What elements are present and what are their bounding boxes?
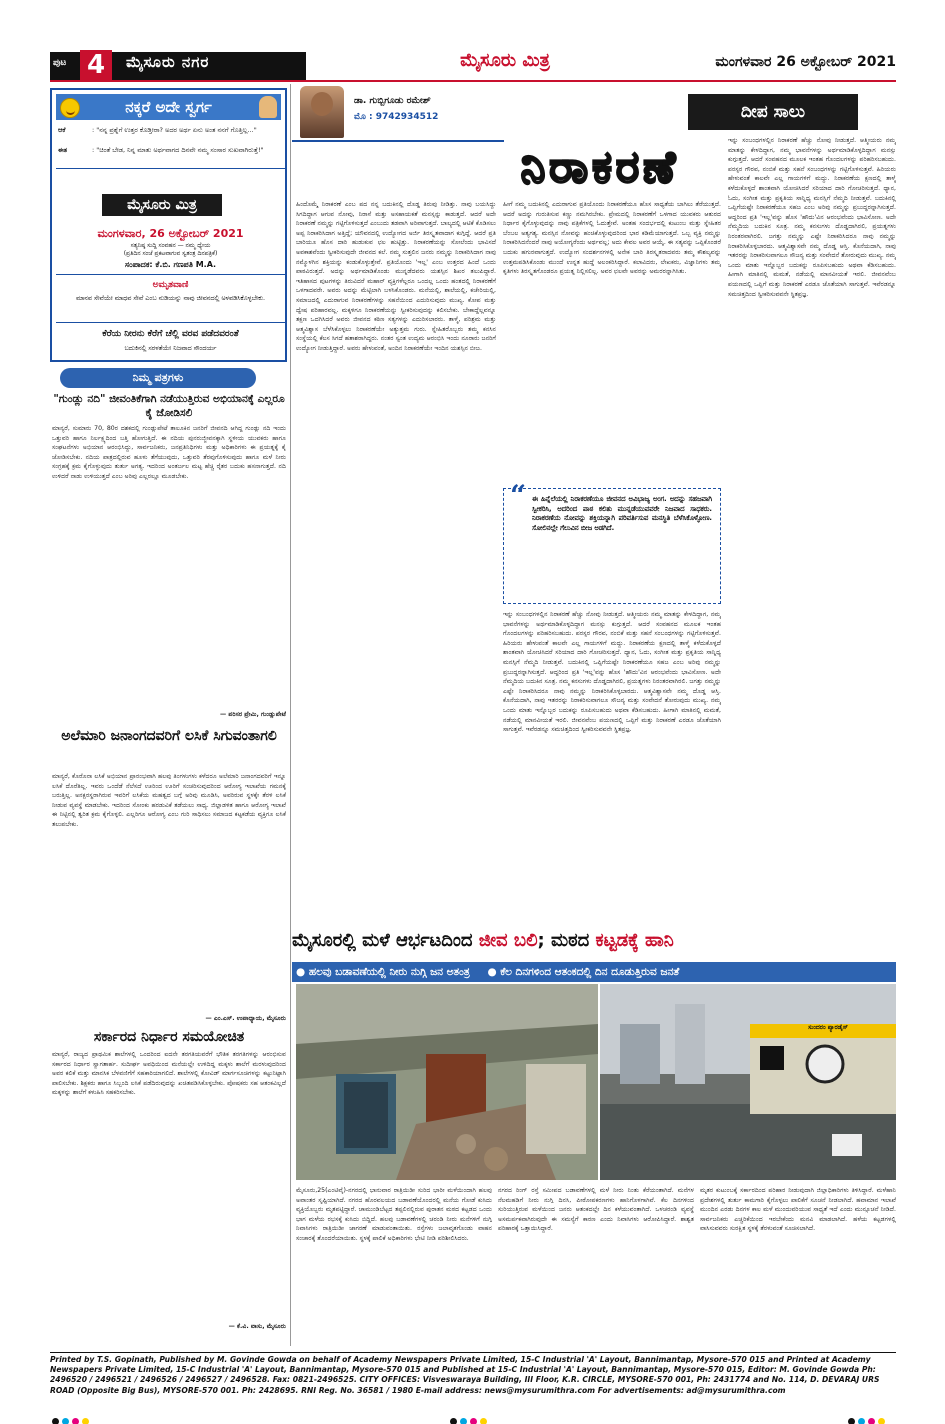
letter-3-body: ಮಾನ್ಯರೆ, ರಾಜ್ಯದ ಪ್ರಾಥಮಿಕ ಶಾಲೆಗಳಲ್ಲಿ ಒಂದರಿಂದ ಐದನೇ ತರಗತಿಯವರೆಗೆ ಭೌತಿಕ ತರಗತಿಗಳನ್ನು ಆರಂಭಿಸುವ ಸರ್ಕಾರದ ನಿರ್ಧಾರ ಸ್ವಾಗತಾರ್ಹ. ಸುದೀರ್ಘ ಅವಧಿಯಿಂದ ಮನೆಯಲ್ಲೇ ಉಳಿದಿದ್ದ ಮಕ್ಕಳು ಶಾಲೆಗೆ ಮರಳುವುದರಿಂದ ಅವರ ಕಲಿಕೆ ಮತ್ತು ಮಾನಸಿಕ ಬೆಳವಣಿಗೆಗೆ ಸಹಕಾರಿಯಾಗಲಿದೆ. ಶಾಲೆಗಳಲ್ಲಿ ಕೋವಿಡ್ ಮಾರ್ಗಸೂಚಿಗಳನ್ನು ಕಟ್ಟುನಿಟ್ಟಾಗಿ ಪಾಲಿಸಬೇಕು. ಶಿಕ್ಷಕರು ಹಾಗೂ ಸಿಬ್ಬಂದಿ ಲಸಿಕೆ ಪಡೆದಿರುವುದನ್ನು ಖಚಿತಪಡಿಸಿಕೊಳ್ಳಬೇಕು. ಪೋಷಕರು ಸಹ ಆತಂಕವಿಲ್ಲದೆ ಮಕ್ಕಳನ್ನು ಶಾಲೆಗೆ ಕಳುಹಿಸಿ ಸಹಕರಿಸಬೇಕು. [52,1051,286,1097]
column-rule [290,84,291,1346]
nakkare-title-bar [56,94,281,120]
letter-1-title: "ಗುಂಡ್ಲು ನದಿ" ಜೀವಂತಿಕೆಗಾಗಿ ನಡೆಯುತ್ತಿರುವ ಅಭಿಯಾನಕ್ಕೆ ಎಲ್ಲರೂ ಕೈ ಜೋಡಿಸಲಿ [53,393,285,419]
letter-2-signature: — ಎಂ.ಎಸ್. ಉಪಾಧ್ಯಾಯ, ಮೈಸೂರು [205,1015,286,1022]
black-dot-icon [450,1418,457,1424]
joke-line-1 [58,126,65,135]
divider [56,322,285,323]
divider [56,274,285,275]
article-column-2: ಹೀಗೆ ನಮ್ಮ ಬದುಕಿನಲ್ಲಿ ಎದುರಾಗುವ ಪ್ರತಿಯೊಂದು ನಿರಾಕರಣೆಯೂ ಹೊಸ ಸಾಧ್ಯತೆಯ ಬಾಗಿಲು ತೆರೆಯುತ್ತದೆ. ಆದರೆ ಅದನ್ನು ಗುರುತಿಸುವ ಕಣ್ಣು ನಮಗಿರಬೇಕು. ಪ್ರೇಮದಲ್ಲಿ ನಿರಾಕರಣೆಗೆ ಒಳಗಾದ ಯುವಕರು ಆತುರದ ನಿರ್ಧಾರ ಕೈಗೊಳ್ಳುವುದನ್ನು ನಾವು ಪತ್ರಿಕೆಗಳಲ್ಲಿ ಓದುತ್ತೇವೆ. ಅಂತಹ ಸಂದರ್ಭದಲ್ಲಿ ಕುಟುಂಬ ಮತ್ತು ಸ್ನೇಹಿತರ ಬೆಂಬಲ ಅತ್ಯಗತ್ಯ. ಮನಸ್ಸಿನ ನೋವನ್ನು ಹಂಚಿಕೊಳ್ಳುವುದರಿಂದ ಭಾರ ಕಡಿಮೆಯಾಗುತ್ತದೆ. ಒಬ್ಬ ವ್ಯಕ್ತಿ ನಮ್ಮನ್ನು ನಿರಾಕರಿಸಿದನೆಂದರೆ ನಾವು ಅಯೋಗ್ಯರೆಂದು ಅರ್ಥವಲ್ಲ; ಅದು ಕೇವಲ ಅವರ ಆಯ್ಕೆ. ಈ ಸತ್ಯವನ್ನು ಒಪ್ಪಿಕೊಂಡರೆ ಬದುಕು ಹಗುರವಾಗುತ್ತದೆ. ಉದ್ಯೋಗ ಸಂದರ್ಶನಗಳಲ್ಲಿ ಅನೇಕ ಬಾರಿ ತಿರಸ್ಕೃತರಾದವರು ತಮ್ಮ ಕೌಶಲ್ಯವನ್ನು ಉತ್ತಮಪಡಿಸಿಕೊಂಡು ಮುಂದೆ ಉನ್ನತ ಹುದ್ದೆ ಅಲಂಕರಿಸಿದ್ದಾರೆ. ಕಲಾವಿದರು, ಲೇಖಕರು, ವಿಜ್ಞಾನಿಗಳು ತಮ್ಮ ಕೃತಿಗಳು ತಿರಸ್ಕೃತಗೊಂಡರೂ ಪ್ರಯತ್ನ ನಿಲ್ಲಿಸಲಿಲ್ಲ. ಅವರ ಛಲವೇ ಅವರನ್ನು ಅಮರರನ್ನಾಗಿಸಿತು. [503,201,721,276]
nakkare-box [50,88,287,362]
editor-name: ಸಂಪಾದಕ: ಕೆ.ಬಿ. ಗಣಪತಿ M.A. [124,260,217,269]
cyan-dot-icon [460,1418,467,1424]
news-subheads [292,962,896,982]
author-photo [300,86,344,138]
page-header [50,48,896,82]
article-column-2b: ಇನ್ನು ಸಂಬಂಧಗಳಲ್ಲಿನ ನಿರಾಕರಣೆ ಹೆಚ್ಚು ನೋವು ನೀಡುತ್ತದೆ. ಆತ್ಮೀಯರು ನಮ್ಮ ಮಾತನ್ನು ಕೇಳದಿದ್ದಾಗ, ನಮ್ಮ ಭಾವನೆಗಳನ್ನು ಅರ್ಥಮಾಡಿಕೊಳ್ಳದಿದ್ದಾಗ ಮನಸ್ಸು ಕುಗ್ಗುತ್ತದೆ. ಆದರೆ ಸಂವಹನದ ಮೂಲಕ ಇಂತಹ ಗೊಂದಲಗಳನ್ನು ಪರಿಹರಿಸಬಹುದು. ಪರಸ್ಪರ ಗೌರವ, ನಂಬಿಕೆ ಮತ್ತು ಸಹನೆ ಸಂಬಂಧಗಳನ್ನು ಗಟ್ಟಿಗೊಳಿಸುತ್ತವೆ. ಹಿರಿಯರು ಹೇಳುವಂತೆ ಕಾಲವೇ ಎಲ್ಲ ಗಾಯಗಳಿಗೆ ಮದ್ದು. ನಿರಾಕರಣೆಯ ಕ್ಷಣದಲ್ಲಿ ತಾಳ್ಮೆ ಕಳೆದುಕೊಳ್ಳದೆ ಶಾಂತವಾಗಿ ಯೋಚಿಸಿದರೆ ಸರಿಯಾದ ದಾರಿ ಗೋಚರಿಸುತ್ತದೆ. ಧ್ಯಾನ, ಓದು, ಸಂಗೀತ ಮತ್ತು ಪ್ರಕೃತಿಯ ಸಾನ್ನಿಧ್ಯ ಮನಸ್ಸಿಗೆ ನೆಮ್ಮದಿ ನೀಡುತ್ತವೆ. ಬದುಕಿನಲ್ಲಿ ಒಪ್ಪಿಗೆಯಷ್ಟೇ ನಿರಾಕರಣೆಯೂ ಸಹಜ ಎಂಬ ಅರಿವು ನಮ್ಮನ್ನು ಪ್ರಬುದ್ಧರನ್ನಾಗಿಸುತ್ತದೆ. ಆದ್ದರಿಂದ ಪ್ರತಿ 'ಇಲ್ಲ'ವನ್ನು ಹೊಸ 'ಹೌದು'ವಿನ ಆರಂಭವೆಂದು ಭಾವಿಸೋಣ. ಅದೇ ನೆಮ್ಮದಿಯ ಬದುಕಿನ ಸೂತ್ರ. ನಮ್ಮ ಕನಸುಗಳು ದೊಡ್ಡದಾಗಿರಲಿ, ಪ್ರಯತ್ನಗಳು ನಿರಂತರವಾಗಿರಲಿ. ಜಗತ್ತು ನಮ್ಮನ್ನು ಎಷ್ಟೇ ನಿರಾಕರಿಸಿದರೂ ನಾವು ನಮ್ಮನ್ನು ನಿರಾಕರಿಸಿಕೊಳ್ಳಬಾರದು. ಆತ್ಮವಿಶ್ವಾಸವೇ ನಮ್ಮ ದೊಡ್ಡ ಆಸ್ತಿ. ಕೊನೆಯದಾಗಿ, ನಾವು ಇತರರನ್ನು ನಿರಾಕರಿಸುವಾಗಲೂ ಸೌಜನ್ಯ ಮತ್ತು ಸಂವೇದನೆ ತೋರುವುದು ಮುಖ್ಯ. ನಮ್ಮ ಒಂದು ಮಾತು ಇನ್ನೊಬ್ಬರ ಬದುಕನ್ನು ರೂಪಿಸಬಹುದು ಅಥವಾ ಕೆಡಿಸಬಹುದು. ಹೀಗಾಗಿ ಮಾತಿನಲ್ಲಿ ಮಮತೆ, ನಡೆಯಲ್ಲಿ ಮಾನವೀಯತೆ ಇರಲಿ. ಜೀವನವೆಂಬ ಪಯಣದಲ್ಲಿ ಒಪ್ಪಿಗೆ ಮತ್ತು ನಿರಾಕರಣೆ ಎರಡೂ ಜೊತೆಯಾಗಿ ಸಾಗುತ್ತವೆ. ಇವೆರಡನ್ನೂ ಸಮಚಿತ್ತದಿಂದ ಸ್ವೀಕರಿಸುವವನೇ ಸ್ಥಿತಪ್ರಜ್ಞ. [503,611,721,734]
header-date: ಮಂಗಳವಾರ 26 ಅಕ್ಟೋಬರ್ 2021 [715,54,896,70]
headline-highlight-1: ಜೀವ ಬಲಿ [478,930,538,951]
amrutavani-title: ಅಮೃತವಾಣಿ [152,280,189,290]
amrutavani-text: ಮಾನವ ಸೇವೆಯೇ ಮಾಧವ ಸೇವೆ ಎಂಬ ನುಡಿಯನ್ನು ನಾವು ಜೀವನದಲ್ಲಿ ಅಳವಡಿಸಿಕೊಳ್ಳಬೇಕು. [75,294,266,302]
tagline: ಸತ್ಯನಿಷ್ಠ ಸುದ್ದಿ ಸಂವಹನ — ನಮ್ಮ ಧ್ಯೇಯ [130,242,211,249]
print-registration-dots-left [52,1410,92,1418]
joke-text-1: : "ನನ್ನ ಪ್ರಶ್ನೆಗೆ ಉತ್ತರ ಕೊಡ್ತೀರಾ? ಅದರ ಅರ್ಥ ಏನು ಅಂತ ನನಗೆ ಗೊತ್ತಿಲ್ಲ..." [92,126,257,134]
magenta-dot-icon [868,1418,875,1424]
laughing-face-icon [60,98,80,118]
proverb-text: ಬದುಕಿನಲ್ಲಿ ಸರಳತೆಯೇ ನಿಜವಾದ ಸೌಂದರ್ಯ [124,344,217,352]
store-sign: ಸುಂದರಂ ಪ್ಯಾರಡೈಸ್ [808,1024,848,1031]
letter-3-signature: — ಕೆ.ವಿ. ವಾಸು, ಮೈಸೂರು [228,1323,286,1330]
paper-logo: ಮೈಸೂರು ಮಿತ್ರ [102,194,222,216]
author-name: ಡಾ. ಗುಬ್ಬಿಗೂಡು ರಮೇಶ್ [354,96,431,106]
news-column-3: ಮೃತರ ಕುಟುಂಬಕ್ಕೆ ಸರ್ಕಾರದಿಂದ ಪರಿಹಾರ ನೀಡುವುದಾಗಿ ಜಿಲ್ಲಾಧಿಕಾರಿಗಳು ತಿಳಿಸಿದ್ದಾರೆ. ಮಳೆಹಾನಿ ಪ್ರದೇಶಗಳಲ್ಲಿ ತುರ್ತು ಕಾಮಗಾರಿ ಕೈಗೊಳ್ಳಲು ಪಾಲಿಕೆಗೆ ಸೂಚನೆ ನೀಡಲಾಗಿದೆ. ಹವಾಮಾನ ಇಲಾಖೆ ಮುಂದಿನ ಎರಡು ದಿನಗಳ ಕಾಲ ಮಳೆ ಮುಂದುವರಿಯುವ ಸಾಧ್ಯತೆ ಇದೆ ಎಂದು ಮುನ್ಸೂಚನೆ ನೀಡಿದೆ. ಸಾರ್ವಜನಿಕರು ಎಚ್ಚರಿಕೆಯಿಂದ ಇರಬೇಕೆಂದು ಮನವಿ ಮಾಡಲಾಗಿದೆ. ಹಳೆಯ ಕಟ್ಟಡಗಳಲ್ಲಿ ವಾಸಿಸುವವರು ಸುರಕ್ಷಿತ ಸ್ಥಳಕ್ಕೆ ತೆರಳುವಂತೆ ಸೂಚಿಸಲಾಗಿದೆ. [700,1187,896,1233]
cyan-dot-icon [62,1418,69,1424]
city-name: ಮೈಸೂರು ನಗರ [126,53,210,71]
author-box [292,82,504,142]
pull-quote [503,479,721,604]
joke-line-2 [58,146,67,155]
yellow-dot-icon [82,1418,89,1424]
letter-3-title: ಸರ್ಕಾರದ ನಿರ್ಧಾರ ಸಮಯೋಚಿತ [93,1029,245,1045]
black-dot-icon [52,1418,59,1424]
edition-date: ಮಂಗಳವಾರ, 26 ಅಕ್ಟೋಬರ್ 2021 [97,227,244,240]
column-section-label: ದೀಪ ಸಾಲು [688,94,858,130]
letter-1-signature: — ಪರಿಸರ ಪ್ರೇಮಿ, ಗುಂಡ್ಲುಪೇಟೆ [220,711,286,718]
yellow-dot-icon [480,1418,487,1424]
letter-2-title: ಅಲೆಮಾರಿ ಜನಾಂಗದವರಿಗೆ ಲಸಿಕೆ ಸಿಗುವಂತಾಗಲಿ [61,728,277,744]
headline-part-1: ಮೈಸೂರಲ್ಲಿ ಮಳೆ ಆರ್ಭಟದಿಂದ [292,930,479,951]
page-number: 4 [80,50,112,80]
cartoon-figure-icon [259,96,277,118]
black-dot-icon [848,1418,855,1424]
headline-part-2: ; ಮಠದ [537,930,596,951]
letters-section-title: ನಿಮ್ಮ ಪತ್ರಗಳು [60,368,256,388]
joke-speaker-2: ಈತ [58,146,68,154]
subhead-1: ● ಹಲವು ಬಡಾವಣೆಯಲ್ಲಿ ನೀರು ನುಗ್ಗಿ ಜನ ಅತಂತ್ರ [296,966,470,978]
flooded-street-photo [600,984,896,1180]
news-column-1: ಮೈಸೂರು,25(ಎಂಟಿವೈ)-ನಗರದಲ್ಲಿ ಭಾನುವಾರ ರಾತ್ರಿಯಿಡೀ ಸುರಿದ ಭಾರೀ ಮಳೆಯಿಂದಾಗಿ ಹಲವು ಅವಾಂತರ ಸೃಷ್ಟಿಯಾಗಿದೆ. ನಗರದ ಹೊರವಲಯದ ಬಡಾವಣೆಯೊಂದರಲ್ಲಿ ಮನೆಯ ಗೋಡೆ ಕುಸಿದು ವ್ಯಕ್ತಿಯೊಬ್ಬರು ಮೃತಪಟ್ಟಿದ್ದಾರೆ. ಚಾಮುಂಡಿಬೆಟ್ಟದ ತಪ್ಪಲಿನಲ್ಲಿರುವ ಪುರಾತನ ಮಠದ ಕಟ್ಟಡದ ಒಂದು ಭಾಗ ಮಳೆಯ ರಭಸಕ್ಕೆ ಕುಸಿದು ಬಿದ್ದಿದೆ. ಹಲವು ಬಡಾವಣೆಗಳಲ್ಲಿ ಚರಂಡಿ ನೀರು ಮನೆಗಳಿಗೆ ನುಗ್ಗಿ ನಿವಾಸಿಗಳು ರಾತ್ರಿಯಿಡೀ ಜಾಗರಣೆ ಮಾಡುವಂತಾಯಿತು. ರಸ್ತೆಗಳು ಜಲಾವೃತಗೊಂಡು ವಾಹನ ಸಂಚಾರಕ್ಕೆ ತೊಂದರೆಯಾಯಿತು. ಸ್ಥಳಕ್ಕೆ ಪಾಲಿಕೆ ಅಧಿಕಾರಿಗಳು ಭೇಟಿ ನೀಡಿ ಪರಿಶೀಲಿಸಿದರು. [296,1187,492,1242]
imprint-footer: Printed by T.S. Gopinath, Published by M. Govinde Gowda on behalf of Academy Newspapers Private Limited, 15-C Industrial 'A' Layout, Bannimantap, Mysore-570 015 and Printed at Academy Newspapers Private Limited, 15-C Industrial 'A' Layout, Bannimantap, Mysore-570 015 and Published at 15-C Industrial 'A' Layout, Bannimantap, Mysore-570 015, Editor: M. Govinde Gowda Ph: 2496520 / 2496521 / 2496526 / 2496527 / 2496528. Fax: 0821-2496525. CITY OFFICES: Visveswaraya Building, III Floor, K.R. CIRCLE, MYSORE-570 001, Ph: 2431774 and No. 114, D. DEVARAJ URS ROAD (Opposite Big Bus), MYSORE-570 001. Ph: 2428695. RNI Reg. No. 36581 / 1980 E-mail address: news@mysurumithra.com For advertisements: ad@mysurumithra.com [50,1352,896,1406]
article-column-1: ಹಿಂದೊಮ್ಮೆ ನಿರಾಕರಣೆ ಎಂಬ ಪದ ನನ್ನ ಬದುಕಿನಲ್ಲಿ ದೊಡ್ಡ ತಿರುವು ನೀಡಿತ್ತು. ನಾವು ಬಯಸಿದ್ದು ಸಿಗದಿದ್ದಾಗ ಆಗುವ ನೋವು, ನಿರಾಸೆ ಮತ್ತು ಅಸಹಾಯಕತೆ ಮನಸ್ಸನ್ನು ಕಾಡುತ್ತದೆ. ಆದರೆ ಅದೇ ನಿರಾಕರಣೆ ನಮ್ಮನ್ನು ಗಟ್ಟಿಗೊಳಿಸುತ್ತದೆ ಎಂಬುದು ತಡವಾಗಿ ಅರಿವಾಗುತ್ತದೆ. ಬಾಲ್ಯದಲ್ಲಿ ಆಟಿಕೆ ಕೊಡಿಸಲು ಅಪ್ಪ ನಿರಾಕರಿಸಿದಾಗ ಅತ್ತಿದ್ದೆ; ಯೌವನದಲ್ಲಿ ಉದ್ಯೋಗದ ಅರ್ಜಿ ತಿರಸ್ಕೃತವಾದಾಗ ಕುಗ್ಗಿದ್ದೆ. ಆದರೆ ಪ್ರತಿ ಬಾರಿಯೂ ಹೊಸ ದಾರಿ ಹುಡುಕುವ ಛಲ ಹುಟ್ಟಿತ್ತು. ನಿರಾಕರಣೆಯನ್ನು ಸೋಲೆಂದು ಭಾವಿಸದೆ ಅವಕಾಶವೆಂದು ಸ್ವೀಕರಿಸುವುದೇ ಜೀವನದ ಕಲೆ. ನಮ್ಮ ಸುತ್ತಲಿನ ಜನರು ನಮ್ಮನ್ನು ನಿರಾಕರಿಸಿದಾಗ ನಾವು ನಮ್ಮೊಳಗಿನ ಶಕ್ತಿಯನ್ನು ಕಂಡುಕೊಳ್ಳುತ್ತೇವೆ. ಪ್ರತಿಯೊಂದು 'ಇಲ್ಲ' ಎಂಬ ಉತ್ತರದ ಹಿಂದೆ ಒಂದು ಪಾಠವಿರುತ್ತದೆ. ಅದನ್ನು ಅರ್ಥಮಾಡಿಕೊಂಡು ಮುನ್ನಡೆದವರು ಯಶಸ್ಸಿನ ಶಿಖರ ತಲುಪಿದ್ದಾರೆ. ಇತಿಹಾಸದ ಪುಟಗಳನ್ನು ತಿರುವಿದರೆ ಮಹಾನ್ ವ್ಯಕ್ತಿಗಳೆಲ್ಲರೂ ಒಂದಲ್ಲ ಒಂದು ಹಂತದಲ್ಲಿ ನಿರಾಕರಣೆಗೆ ಒಳಗಾದವರೇ. ಅವರು ಅದನ್ನು ಮೆಟ್ಟಿಲಾಗಿ ಬಳಸಿಕೊಂಡರು. ಮನೆಯಲ್ಲಿ, ಶಾಲೆಯಲ್ಲಿ, ಕಚೇರಿಯಲ್ಲಿ, ಸಮಾಜದಲ್ಲಿ ಎದುರಾಗುವ ನಿರಾಕರಣೆಗಳನ್ನು ಸಹನೆಯಿಂದ ಎದುರಿಸುವುದು ಮುಖ್ಯ. ಕೋಪ ಮತ್ತು ದ್ವೇಷ ಪರಿಹಾರವಲ್ಲ. ಮಕ್ಕಳಿಗೂ ನಿರಾಕರಣೆಯನ್ನು ಸ್ವೀಕರಿಸುವುದನ್ನು ಕಲಿಸಬೇಕು. ಬೇಕಾದ್ದೆಲ್ಲವನ್ನೂ ತಕ್ಷಣ ಒದಗಿಸಿದರೆ ಅವರು ಜೀವನದ ಕಠಿಣ ಸತ್ಯಗಳನ್ನು ಎದುರಿಸಲಾರರು. ತಾಳ್ಮೆ, ಪರಿಶ್ರಮ ಮತ್ತು ಆತ್ಮವಿಶ್ವಾಸ ಬೆಳೆಸಿಕೊಳ್ಳಲು ನಿರಾಕರಣೆಯೇ ಅತ್ಯುತ್ತಮ ಗುರು. ಸ್ನೇಹಿತರೊಬ್ಬರು ತಮ್ಮ ಕನಸಿನ ಸಂಸ್ಥೆಯಲ್ಲಿ ಕೆಲಸ ಸಿಗದೆ ಹತಾಶರಾಗಿದ್ದರು. ನಂತರ ಸ್ವಂತ ಉದ್ಯಮ ಆರಂಭಿಸಿ ಇಂದು ನೂರಾರು ಜನರಿಗೆ ಉದ್ಯೋಗ ನೀಡುತ್ತಿದ್ದಾರೆ. ಅವರು ಹೇಳುವಂತೆ, ಅಂದಿನ ನಿರಾಕರಣೆಯೇ ಇಂದಿನ ಯಶಸ್ಸಿನ ಬೀಜ. [296,201,496,352]
print-registration-dots-right [848,1410,888,1418]
article-column-3: ಇನ್ನು ಸಂಬಂಧಗಳಲ್ಲಿನ ನಿರಾಕರಣೆ ಹೆಚ್ಚು ನೋವು ನೀಡುತ್ತದೆ. ಆತ್ಮೀಯರು ನಮ್ಮ ಮಾತನ್ನು ಕೇಳದಿದ್ದಾಗ, ನಮ್ಮ ಭಾವನೆಗಳನ್ನು ಅರ್ಥಮಾಡಿಕೊಳ್ಳದಿದ್ದಾಗ ಮನಸ್ಸು ಕುಗ್ಗುತ್ತದೆ. ಆದರೆ ಸಂವಹನದ ಮೂಲಕ ಇಂತಹ ಗೊಂದಲಗಳನ್ನು ಪರಿಹರಿಸಬಹುದು. ಪರಸ್ಪರ ಗೌರವ, ನಂಬಿಕೆ ಮತ್ತು ಸಹನೆ ಸಂಬಂಧಗಳನ್ನು ಗಟ್ಟಿಗೊಳಿಸುತ್ತವೆ. ಹಿರಿಯರು ಹೇಳುವಂತೆ ಕಾಲವೇ ಎಲ್ಲ ಗಾಯಗಳಿಗೆ ಮದ್ದು. ನಿರಾಕರಣೆಯ ಕ್ಷಣದಲ್ಲಿ ತಾಳ್ಮೆ ಕಳೆದುಕೊಳ್ಳದೆ ಶಾಂತವಾಗಿ ಯೋಚಿಸಿದರೆ ಸರಿಯಾದ ದಾರಿ ಗೋಚರಿಸುತ್ತದೆ. ಧ್ಯಾನ, ಓದು, ಸಂಗೀತ ಮತ್ತು ಪ್ರಕೃತಿಯ ಸಾನ್ನಿಧ್ಯ ಮನಸ್ಸಿಗೆ ನೆಮ್ಮದಿ ನೀಡುತ್ತವೆ. ಬದುಕಿನಲ್ಲಿ ಒಪ್ಪಿಗೆಯಷ್ಟೇ ನಿರಾಕರಣೆಯೂ ಸಹಜ ಎಂಬ ಅರಿವು ನಮ್ಮನ್ನು ಪ್ರಬುದ್ಧರನ್ನಾಗಿಸುತ್ತದೆ. ಆದ್ದರಿಂದ ಪ್ರತಿ 'ಇಲ್ಲ'ವನ್ನು ಹೊಸ 'ಹೌದು'ವಿನ ಆರಂಭವೆಂದು ಭಾವಿಸೋಣ. ಅದೇ ನೆಮ್ಮದಿಯ ಬದುಕಿನ ಸೂತ್ರ. ನಮ್ಮ ಕನಸುಗಳು ದೊಡ್ಡದಾಗಿರಲಿ, ಪ್ರಯತ್ನಗಳು ನಿರಂತರವಾಗಿರಲಿ. ಜಗತ್ತು ನಮ್ಮನ್ನು ಎಷ್ಟೇ ನಿರಾಕರಿಸಿದರೂ ನಾವು ನಮ್ಮನ್ನು ನಿರಾಕರಿಸಿಕೊಳ್ಳಬಾರದು. ಆತ್ಮವಿಶ್ವಾಸವೇ ನಮ್ಮ ದೊಡ್ಡ ಆಸ್ತಿ. ಕೊನೆಯದಾಗಿ, ನಾವು ಇತರರನ್ನು ನಿರಾಕರಿಸುವಾಗಲೂ ಸೌಜನ್ಯ ಮತ್ತು ಸಂವೇದನೆ ತೋರುವುದು ಮುಖ್ಯ. ನಮ್ಮ ಒಂದು ಮಾತು ಇನ್ನೊಬ್ಬರ ಬದುಕನ್ನು ರೂಪಿಸಬಹುದು ಅಥವಾ ಕೆಡಿಸಬಹುದು. ಹೀಗಾಗಿ ಮಾತಿನಲ್ಲಿ ಮಮತೆ, ನಡೆಯಲ್ಲಿ ಮಾನವೀಯತೆ ಇರಲಿ. ಜೀವನವೆಂಬ ಪಯಣದಲ್ಲಿ ಒಪ್ಪಿಗೆ ಮತ್ತು ನಿರಾಕರಣೆ ಎರಡೂ ಜೊತೆಯಾಗಿ ಸಾಗುತ್ತವೆ. ಇವೆರಡನ್ನೂ ಸಮಚಿತ್ತದಿಂದ ಸ್ವೀಕರಿಸುವವನೇ ಸ್ಥಿತಪ್ರಜ್ಞ. [728,137,896,298]
magenta-dot-icon [72,1418,79,1424]
author-phone: ಮೊ : 9742934512 [354,112,439,122]
headline-highlight-2: ಕಟ್ಟಡಕ್ಕೆ ಹಾನಿ [595,930,674,951]
proverb: ಕೆರೆಯ ನೀರನು ಕೆರೆಗೆ ಚೆಲ್ಲಿ ವರವ ಪಡೆದವರಂತೆ [102,329,239,339]
print-registration-dots-center [450,1410,490,1418]
news-column-2: ನಗರದ ರಿಂಗ್ ರಸ್ತೆ ಸಮೀಪದ ಬಡಾವಣೆಗಳಲ್ಲಿ ಮಳೆ ನೀರು ನಿಂತು ಕೆರೆಯಂತಾಗಿದೆ. ಮನೆಗಳ ನೆಲಮಹಡಿಗೆ ನೀರು ನುಗ್ಗಿ ದಿನಸಿ, ಪೀಠೋಪಕರಣಗಳು ಹಾನಿಗೊಳಗಾಗಿವೆ. ಕೆಲ ದಿನಗಳಿಂದ ಸುರಿಯುತ್ತಿರುವ ಮಳೆಯಿಂದ ಜನರು ಆತಂಕದಲ್ಲೇ ದಿನ ಕಳೆಯುವಂತಾಗಿದೆ. ಒಳಚರಂಡಿ ವ್ಯವಸ್ಥೆ ಅಸಮರ್ಪಕವಾಗಿರುವುದೇ ಈ ಸಮಸ್ಯೆಗೆ ಕಾರಣ ಎಂದು ನಿವಾಸಿಗಳು ಆರೋಪಿಸಿದ್ದಾರೆ. ಶಾಶ್ವತ ಪರಿಹಾರಕ್ಕೆ ಒತ್ತಾಯಿಸಿದ್ದಾರೆ. [498,1187,694,1233]
divider [56,168,285,169]
collapsed-wall-photo [296,984,598,1180]
news-headline [292,930,896,960]
cyan-dot-icon [858,1418,865,1424]
subhead-2: ● ಕೆಲ ದಿನಗಳಿಂದ ಆತಂಕದಲ್ಲಿ ದಿನ ದೂಡುತ್ತಿರುವ ಜನತೆ [487,966,680,978]
yellow-dot-icon [878,1418,885,1424]
joke-text-2: : "ಚಿಂತೆ ಬೇಡ, ನಿನ್ನ ಮಾತು ಅರ್ಥವಾಗದ ದಿನವೇ ನಮ್ಮ ಸಂಸಾರ ಸುಖವಾಗಿರುತ್ತೆ!" [92,146,264,154]
letter-1-body: ಮಾನ್ಯರೆ, ಸುಮಾರು 70, 80ರ ದಶಕದಲ್ಲಿ ಗುಂಡ್ಲುಪೇಟೆ ತಾಲೂಕಿನ ಜನರಿಗೆ ಜೀವನದಿ ಆಗಿದ್ದ ಗುಂಡ್ಲು ನದಿ ಇಂದು ಒತ್ತುವರಿ ಹಾಗೂ ನಿರ್ಲಕ್ಷ್ಯದಿಂದ ಬತ್ತಿ ಹೋಗುತ್ತಿದೆ. ಈ ನದಿಯ ಪುನರುಜ್ಜೀವನಕ್ಕಾಗಿ ಸ್ಥಳೀಯ ಯುವಕರು ಹಾಗೂ ಸಂಘಟನೆಗಳು ಅಭಿಯಾನ ಆರಂಭಿಸಿದ್ದು, ಸಾರ್ವಜನಿಕರು, ಜನಪ್ರತಿನಿಧಿಗಳು ಮತ್ತು ಅಧಿಕಾರಿಗಳು ಈ ಪ್ರಯತ್ನಕ್ಕೆ ಕೈ ಜೋಡಿಸಬೇಕು. ನದಿಯ ಪಾತ್ರದಲ್ಲಿರುವ ಹೂಳು ತೆಗೆಯುವುದು, ಒತ್ತುವರಿ ತೆರವುಗೊಳಿಸುವುದು ಹಾಗೂ ಮಳೆ ನೀರು ಸಂಗ್ರಹಕ್ಕೆ ಕ್ರಮ ಕೈಗೊಳ್ಳುವುದು ತುರ್ತು ಅಗತ್ಯ. ಇದರಿಂದ ಅಂತರ್ಜಲ ಮಟ್ಟ ಹೆಚ್ಚಿ ರೈತರ ಬದುಕು ಹಸನಾಗುತ್ತದೆ. ನದಿ ಉಳಿದರೆ ನಾಡು ಉಳಿಯುತ್ತದೆ ಎಂಬ ಅರಿವು ಎಲ್ಲರಲ್ಲೂ ಮೂಡಬೇಕು. [52,425,286,480]
letter-2-body: ಮಾನ್ಯರೆ, ಕೊರೊನಾ ಲಸಿಕೆ ಅಭಿಯಾನ ಪ್ರಾರಂಭವಾಗಿ ಹಲವು ತಿಂಗಳುಗಳು ಕಳೆದರೂ ಅಲೆಮಾರಿ ಜನಾಂಗದವರಿಗೆ ಇನ್ನೂ ಲಸಿಕೆ ದೊರೆತಿಲ್ಲ. ಇವರು ಒಂದೆಡೆ ನೆಲೆಸದೆ ಊರಿಂದ ಊರಿಗೆ ಸಂಚರಿಸುವುದರಿಂದ ಆರೋಗ್ಯ ಇಲಾಖೆಯ ಗಮನಕ್ಕೆ ಬರುತ್ತಿಲ್ಲ. ಅನಕ್ಷರಸ್ಥರಾಗಿರುವ ಇವರಿಗೆ ಲಸಿಕೆಯ ಮಹತ್ವದ ಬಗ್ಗೆ ಅರಿವು ಮೂಡಿಸಿ, ಅವರಿರುವ ಸ್ಥಳಕ್ಕೇ ತೆರಳಿ ಲಸಿಕೆ ನೀಡುವ ವ್ಯವಸ್ಥೆ ಮಾಡಬೇಕು. ಇದರಿಂದ ಸೋಂಕು ಹರಡುವಿಕೆ ತಡೆಯಲು ಸಾಧ್ಯ. ಜಿಲ್ಲಾಡಳಿತ ಹಾಗೂ ಆರೋಗ್ಯ ಇಲಾಖೆ ಈ ನಿಟ್ಟಿನಲ್ಲಿ ತ್ವರಿತ ಕ್ರಮ ಕೈಗೊಳ್ಳಲಿ. ಎಲ್ಲರಿಗೂ ಆರೋಗ್ಯ ಎಂಬ ಗುರಿ ಸಾಧಿಸಲು ಸಮಾಜದ ಕಟ್ಟಕಡೆಯ ವ್ಯಕ್ತಿಗೂ ಲಸಿಕೆ ತಲುಪಬೇಕು. [52,773,286,828]
subtagline: (ಪ್ರತಿದಿನ ಸಂಜೆ ಪ್ರಕಟವಾಗುವ ಸ್ವತಂತ್ರ ದಿನಪತ್ರಿಕೆ) [123,250,218,257]
page-label: ಪುಟ [53,58,67,68]
joke-speaker-1: ಆಕೆ [58,126,66,134]
article-title: ನಿರಾಕರಣೆ [520,142,680,193]
pull-quote-text: ಈ ಹಿನ್ನೆಲೆಯಲ್ಲಿ ನಿರಾಕರಣೆಯೂ ಜೀವನದ ಅವಿಭಾಜ್ಯ ಅಂಗ. ಅದನ್ನು ಸಹಜವಾಗಿ ಸ್ವೀಕರಿಸಿ, ಅದರಿಂದ ಪಾಠ ಕಲಿತು ಮುನ್ನಡೆಯುವವರೇ ನಿಜವಾದ ಸಾಧಕರು. ನಿರಾಕರಣೆಯ ನೋವನ್ನು ಶಕ್ತಿಯನ್ನಾಗಿ ಪರಿವರ್ತಿಸುವ ಮನಸ್ಥಿತಿ ಬೆಳೆಸಿಕೊಳ್ಳೋಣ. ಸೋಲಿನಲ್ಲೇ ಗೆಲುವಿನ ಬೀಜ ಅಡಗಿದೆ. [532,495,712,532]
quote-mark-icon: “ [510,479,527,512]
magenta-dot-icon [470,1418,477,1424]
nakkare-title: ನಕ್ಕರೆ ಅದೇ ಸ್ವರ್ಗ [125,98,212,116]
masthead-logo: ಮೈಸೂರು ಮಿತ್ರ [460,50,550,71]
